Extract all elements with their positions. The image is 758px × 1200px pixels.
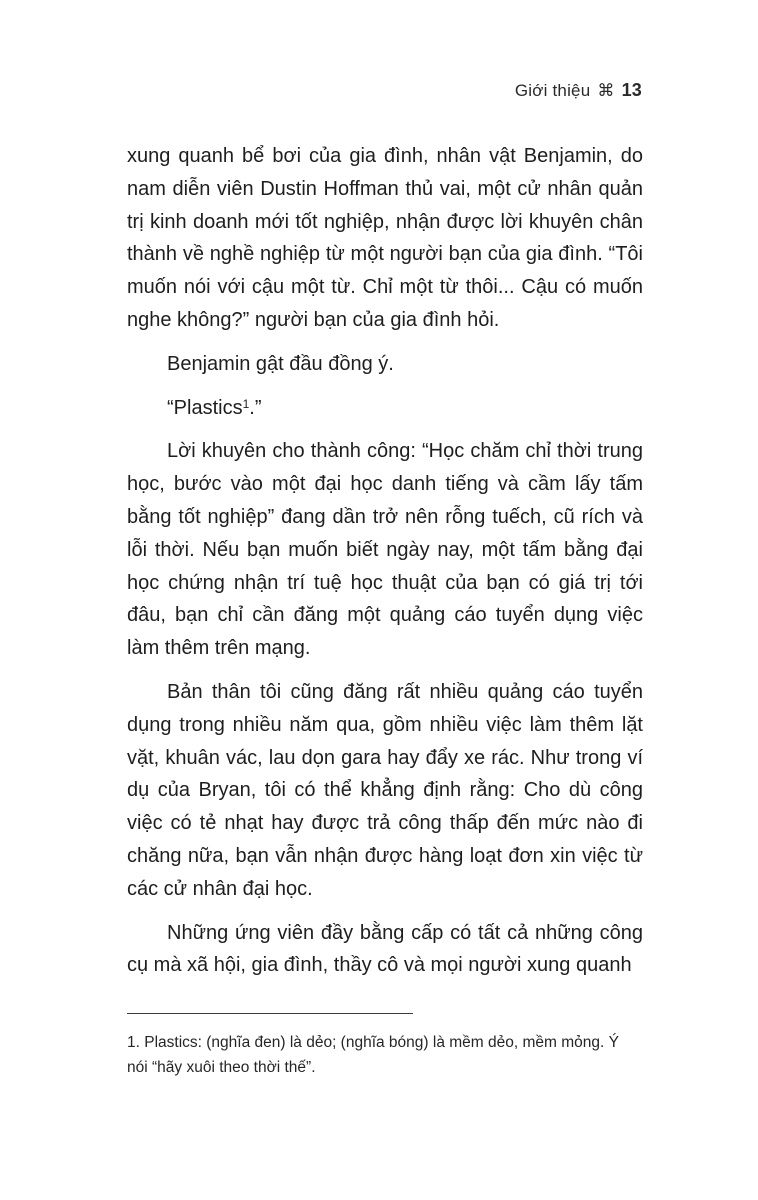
- paragraph: Benjamin gật đầu đồng ý.: [167, 352, 394, 375]
- paragraph: Lời khuyên cho thành công: “Học chăm chỉ thời trung học, bước vào một đại học danh tiếng và cầm lấy tấm bằng tốt nghiệp” đang dần trở nên rỗng tuếch, cũ rích và lỗi thời. Nếu bạn muốn biết ngày nay, một tấm bằng đại học chứng nhận trí tuệ học thuật của bạn có giá trị tới đâu, bạn chỉ cần đăng một quảng cáo tuyển dụng việc làm thêm trên mạng.: [127, 440, 643, 660]
- footnote-marker: 1: [242, 396, 250, 411]
- footnote-divider: [127, 1013, 413, 1014]
- chapter-title: Giới thiệu: [514, 80, 591, 100]
- footnote-text: 1. Plastics: (nghĩa đen) là dẻo; (nghĩa bóng) là mềm dẻo, mềm mỏng. Ý nói “hãy xuôi theo thời thế”.: [127, 1034, 619, 1076]
- footnote: [127, 1030, 643, 1080]
- paragraph-continuation: xung quanh bể bơi của gia đình, nhân vật Benjamin, do nam diễn viên Dustin Hoffman thủ vai, một cử nhân quản trị kinh doanh mới tốt nghiệp, nhận được lời khuyên chân thành về nghề nghiệp từ một người bạn của gia đình. “Tôi muốn nói với cậu một từ. Chỉ một từ thôi... Cậu có muốn nghe không?” người bạn của gia đình hỏi.: [127, 145, 643, 331]
- running-head: [515, 80, 642, 101]
- quote-close: .”: [249, 396, 262, 419]
- paragraph: Bản thân tôi cũng đăng rất nhiều quảng cáo tuyển dụng trong nhiều năm qua, gồm nhiều việc làm thêm lặt vặt, khuân vác, lau dọn gara hay đẩy xe rác. Như trong ví dụ của Bryan, tôi có thể khẳng định rằng: Cho dù công việc có tẻ nhạt hay được trả công thấp đến mức nào đi chăng nữa, bạn vẫn nhận được hàng loạt đơn xin việc từ các cử nhân đại học.: [127, 680, 643, 900]
- paragraph-plastics: [127, 392, 643, 425]
- command-symbol-icon: ⌘: [597, 80, 615, 100]
- body-text: [127, 140, 643, 993]
- page-number: 13: [621, 80, 642, 100]
- paragraph: Những ứng viên đầy bằng cấp có tất cả những công cụ mà xã hội, gia đình, thầy cô và mọi người xung quanh: [127, 921, 643, 977]
- quote-text: “Plastics: [167, 396, 243, 419]
